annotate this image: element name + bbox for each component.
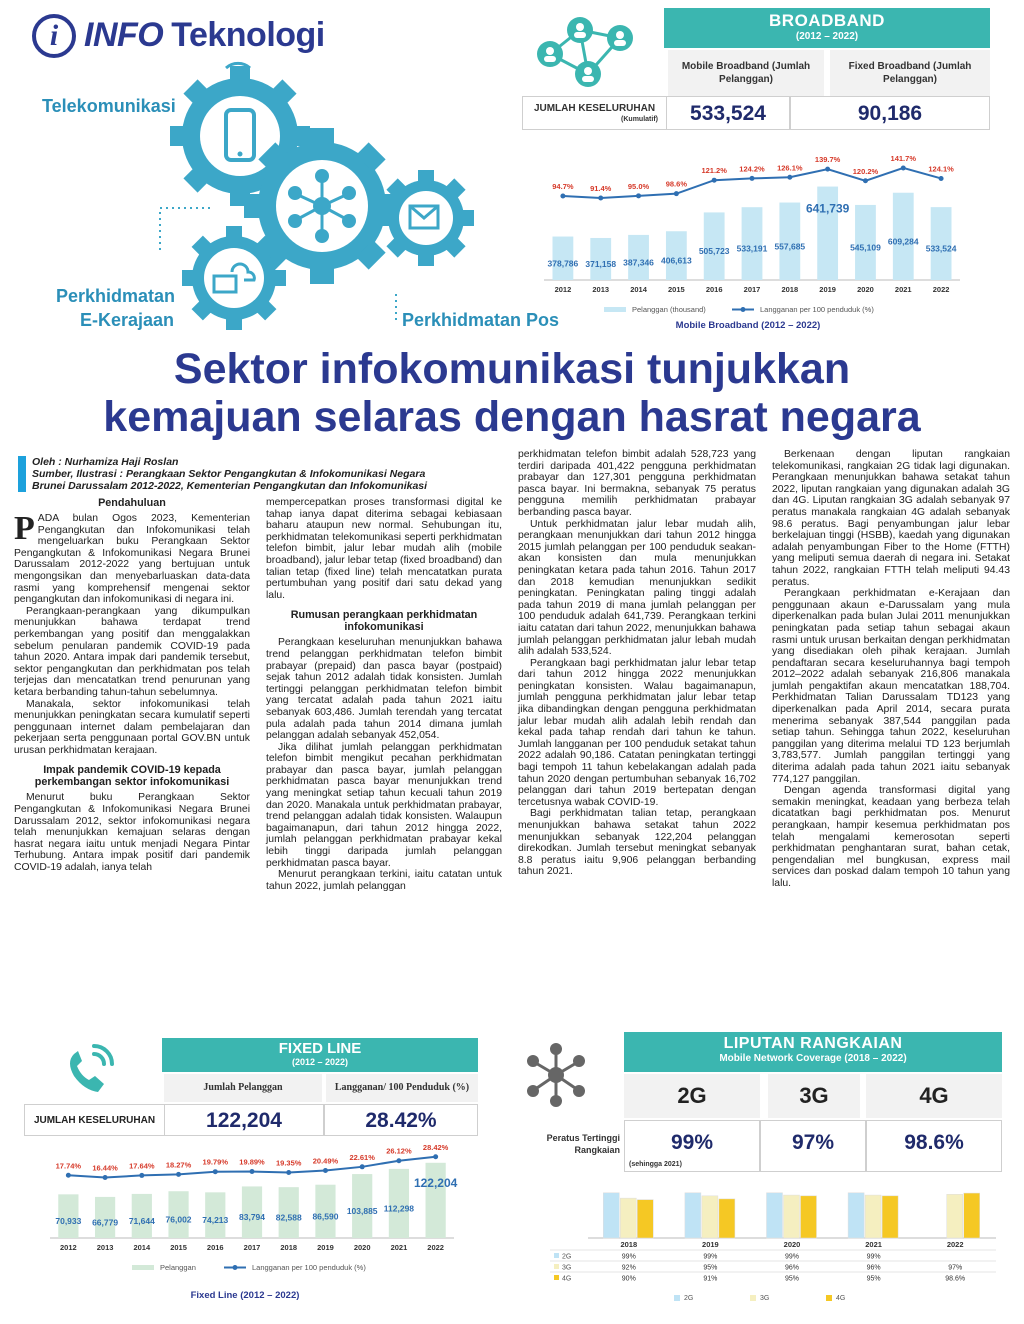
line-data-label: 22.61% — [349, 1152, 375, 1162]
bar — [964, 1193, 980, 1238]
table-cell: 92% — [621, 1264, 636, 1272]
byline: Oleh : Nurhamiza Haji Roslan Sumber, Ilustrasi : Perangkaan Sektor Pengangkutan & Infokomunikasi Negara Brunei Darussalam 2012-2022, Kementerian Pengangkutan dan Infokomunikasi — [32, 456, 428, 492]
legend-label-line: Langganan per 100 penduduk (%) — [252, 1263, 366, 1272]
bar-data-label: 122,204 — [413, 1175, 458, 1190]
line-point — [636, 193, 641, 198]
x-tick-label: 2020 — [783, 1240, 801, 1249]
table-cell: 99% — [866, 1253, 881, 1261]
paragraph: Dengan agenda transformasi digital yang semakin meningkat, keadaan yang berbeza telah dicatatkan bagi perkhidmatan pos. Menurut perangkaan, hampir kesemua perkhidmatan pos telah mengalami kemerosotan seperti perkhidmatan penghantaran surat, bahan cetak, pengendalian mel bungkusan, express mail services dan poskad dalam tempoh 10 tahun yang lalu. — [772, 785, 1010, 889]
table-series-label: 2G — [562, 1253, 572, 1261]
line-data-label: 19.79% — [202, 1157, 228, 1167]
bar-data-label: 83,794 — [239, 1212, 265, 1223]
x-tick-label: 2015 — [170, 1243, 187, 1252]
x-tick-label: 2014 — [133, 1243, 151, 1252]
x-tick-label: 2019 — [317, 1243, 334, 1252]
fixed-line-col-rate: Langganan/ 100 Penduduk (%) — [326, 1074, 478, 1102]
bar-data-label: 505,723 — [698, 246, 730, 257]
table-cell: 95% — [866, 1275, 881, 1283]
brand-logo-icon: i — [32, 14, 76, 58]
section-heading-intro: Pendahuluan — [98, 497, 166, 509]
paragraph: Perangkaan keseluruhan menunjukkan bahawa trend pelanggan perkhidmatan telefon bimbit prabayar (prepaid) dan pasca bayar (postpaid) sejak tahun 2012 adalah tidak konsisten. Jumlah tertinggi pelanggan perkhidmatan telefon bimbit yang tercatat adalah pada tahun 2021 iaitu sebanyak 603,486. Jumlah terendah yang tercatat pula adalah pada tahun 2014 dimana jumlah pelanggan adalah sebanyak 452,054. — [266, 637, 502, 742]
line-data-label: 124.1% — [928, 164, 954, 174]
bar-data-label: 86,590 — [312, 1211, 339, 1222]
table-cell: 95% — [703, 1264, 718, 1272]
bar-data-label: 74,213 — [202, 1215, 229, 1226]
x-tick-label: 2014 — [630, 285, 647, 294]
line-point — [250, 1169, 255, 1174]
section-heading-impact: Impak pandemik COVID-19 kepada perkembangan sektor infokomunikasi — [34, 764, 230, 789]
table-cell: 97% — [948, 1264, 963, 1272]
coverage-value-3g: 97% — [760, 1120, 866, 1172]
line-data-label: 17.74% — [55, 1161, 82, 1171]
mobile-broadband-chart — [540, 150, 980, 330]
coverage-row-label: Peratus Tertinggi Rangkaian — [546, 1133, 620, 1155]
paragraph: Perangkaan-perangkaan yang dikumpulkan menunjukkan bahawa terdapat trend perkembangan yang positif dan menggalakkan sebelum penularan pandemik COVID-19 pada tahun 2020. Antara impak dari pandemik tersebut, sektor pengangkutan dan perkhidmatan pos telah terjejas dan mencatatkan trend penurunan yang ketara berbanding tahun-tahun sebelumnya. — [14, 605, 250, 698]
line-data-label: 26.12% — [386, 1146, 412, 1156]
legend-label-bars: Pelanggan — [160, 1263, 196, 1272]
broadband-col-fixed: Fixed Broadband (Jumlah Pelanggan) — [830, 50, 990, 96]
bar-data-label: 103,885 — [346, 1206, 378, 1217]
label-egov-1: Perkhidmatan — [56, 286, 176, 306]
bar-data-label: 387,346 — [623, 257, 654, 268]
bar-data-label: 71,644 — [128, 1215, 155, 1226]
line-point — [213, 1169, 218, 1174]
legend-swatch-bars — [604, 307, 626, 312]
line-point — [901, 165, 906, 170]
x-tick-label: 2022 — [427, 1243, 444, 1252]
fixed-line-rate: 28.42% — [324, 1104, 478, 1136]
line-point — [103, 1175, 108, 1180]
byline-accent — [18, 456, 26, 492]
bar — [620, 1198, 636, 1238]
line-data-label: 19.89% — [239, 1157, 265, 1167]
line-data-label: 19.35% — [276, 1158, 302, 1168]
paragraph: ADA bulan Ogos 2023, Kementerian Pengangkutan dan Infokomunikasi telah mengeluarkan buku Perangkaan Sektor Pengangkutan & Infokomunikasi Negara Brunei Darussalam 2012-2022 yang bertujuan untuk mengongsikan dan menyebarluaskan data-data rasmi yang komprehensif mengenai sektor pengangkutan dan infokomunikasi di negara ini. — [14, 513, 250, 606]
bar-data-label: 70,933 — [55, 1216, 82, 1227]
line-point — [66, 1173, 71, 1178]
bar — [685, 1193, 701, 1238]
x-tick-label: 2015 — [668, 285, 685, 294]
table-cell: 98.6% — [945, 1275, 966, 1283]
bar-data-label: 76,002 — [165, 1214, 192, 1225]
table-series-label: 4G — [562, 1275, 572, 1283]
paragraph: Perangkaan perkhidmatan e-Kerajaan dan penggunaan akaun e-Darussalam yang mula diperkenalkan pada bulan Julai 2011 menunjukkan peningkatan pada setiap tahun sebagai akaun rasmi untuk urusan berkaitan dengan perkhidmatan yang disediakan oleh pihak kerajaan. Jumlah pendaftaran secara keseluruhannya bagi tempoh 2012–2022 adalah sebanyak 216,806 manakala jumlah pengaktifan akaun mencatatkan 188,704. Perkhidmatan Talian Darussalam TD123 yang diperkenalkan pada April 2014, secara purata menerima sebanyak 387,544 panggilan pada setiap tahun. Sehingga tahun 2022, keseluruhan panggilan yang diterima melalui TD 123 berjumlah 3,783,577. Jumlah panggilan tertinggi yang diterima adalah pada tahun 2021 iaitu sebanyak 774,127 panggilan. — [772, 588, 1010, 785]
legend-swatch — [750, 1295, 756, 1301]
x-tick-label: 2012 — [60, 1243, 77, 1252]
line-point — [286, 1170, 291, 1175]
bar — [865, 1195, 881, 1238]
line-data-label: 98.6% — [665, 179, 688, 189]
line-data-label: 126.1% — [777, 163, 803, 173]
x-tick-label: 2022 — [946, 1240, 964, 1249]
bar — [848, 1193, 864, 1238]
line-data-label: 121.2% — [701, 166, 727, 176]
bar-data-label: 406,613 — [660, 255, 692, 266]
broadband-fixed-total: 90,186 — [790, 96, 990, 130]
table-cell: 99% — [703, 1253, 718, 1261]
line-data-label: 20.49% — [312, 1156, 339, 1166]
bar — [426, 1163, 446, 1238]
mail-gear-icon — [378, 170, 474, 266]
x-tick-label: 2021 — [894, 285, 912, 294]
line-data-label: 139.7% — [814, 155, 841, 165]
bar-data-label: 609,284 — [887, 236, 919, 247]
table-cell: 90% — [621, 1275, 636, 1283]
line-data-label: 28.42% — [422, 1142, 449, 1152]
line-data-label: 94.7% — [552, 182, 574, 192]
line-data-label: 17.64% — [129, 1161, 155, 1171]
coverage-value-4g: 98.6% — [866, 1120, 1002, 1172]
bar-data-label: 533,524 — [925, 243, 957, 254]
article-column-1 — [14, 497, 250, 874]
line-point — [750, 176, 755, 181]
bar — [702, 1196, 718, 1238]
x-tick-label: 2021 — [865, 1240, 882, 1249]
paragraph: Manakala, sektor infokomunikasi telah menunjukkan peningkatan secara kumulatif seperti penggunaan internet dalam pembelajaran dan pekerjaan serta penggunaan portal GOV.BN untuk urusan perkhidmatan kerajaan. — [14, 698, 250, 756]
legend-label-line: Langganan per 100 penduduk (%) — [760, 305, 874, 314]
x-tick-label: 2022 — [932, 285, 950, 294]
section-heading-formula: Rumusan perangkaan perkhidmatan infokomunikasi — [290, 609, 478, 634]
line-data-label: 16.44% — [92, 1163, 118, 1173]
fixed-line-total: 122,204 — [164, 1104, 324, 1136]
line-point — [674, 191, 679, 196]
bar-data-label: 545,109 — [850, 242, 881, 253]
table-swatch — [554, 1253, 559, 1258]
bar-data-label: 66,779 — [92, 1217, 119, 1228]
network-people-icon — [530, 10, 650, 90]
fixed-line-row-label: JUMLAH KESELURUHAN — [24, 1104, 164, 1136]
telecom-gears-illustration — [150, 58, 490, 340]
chart-title: Fixed Line (2012 – 2022) — [190, 1290, 300, 1301]
paragraph: perkhidmatan telefon bimbit adalah 528,723 yang terdiri daripada 401,422 pengguna perkhidmatan prabayar dan 127,301 pengguna perkhidmatan pasca bayar. Ini bermakna, sebanyak 75 peratus pengguna memilih perkhidmatan prabayar berbanding pasca bayar. — [518, 449, 756, 518]
paragraph: Berkenaan dengan liputan rangkaian telekomunikasi, rangkaian 2G tidak lagi digunakan. Perangkaan menunjukkan bahawa setakat tahun 2022, liputan rangkaian yang digunakan adalah 3G dan 4G. Liputan rangkaian 3G adalah sebanyak 97 peratus manakala rangkaian 4G adalah sebanyak 98.6 peratus. Bagi penyambungan jalur lebar berkelajuan tinggi (HSBB), kaedah yang digunakan adalah penyambungan Fiber to the Home (FTTH) yang meliputi semua daerah di negara ini. Setakat tahun 2022, rangkaian FTTH telah meliputi 94.43 peratus. — [772, 449, 1010, 588]
bar-data-label: 378,786 — [547, 258, 579, 269]
line-point — [939, 176, 944, 181]
article-column-2 — [266, 497, 502, 892]
line-point — [825, 167, 830, 172]
table-cell: 99% — [784, 1253, 800, 1261]
table-series-label: 3G — [562, 1264, 572, 1272]
x-tick-label: 2019 — [702, 1240, 719, 1249]
broadband-header: BROADBAND (2012 – 2022) — [664, 8, 990, 48]
legend-point-line — [741, 307, 746, 312]
x-tick-label: 2017 — [743, 285, 761, 294]
table-cell: 96% — [784, 1264, 800, 1272]
legend-label-bars: Pelanggan (thousand) — [632, 305, 706, 314]
broadband-col-mobile: Mobile Broadband (Jumlah Pelanggan) — [668, 50, 824, 96]
line-point — [560, 194, 565, 199]
bar-data-label: 641,739 — [805, 201, 850, 216]
line-point — [712, 178, 717, 183]
line-point — [863, 178, 868, 183]
fixed-line-chart — [40, 1142, 480, 1318]
table-cell: 96% — [866, 1264, 881, 1272]
line-point — [139, 1173, 144, 1178]
brand-title: INFO Teknologi — [84, 16, 325, 54]
bar — [637, 1200, 653, 1238]
headline-line-1: Sektor infokomunikasi tunjukkan — [173, 345, 851, 393]
bar — [882, 1196, 898, 1238]
coverage-value-2g: 99% (sehingga 2021) — [624, 1120, 760, 1172]
legend-point-line — [233, 1265, 238, 1270]
line-data-label: 141.7% — [890, 153, 916, 163]
bar-data-label: 557,685 — [774, 241, 806, 252]
legend-swatch-bars — [132, 1265, 154, 1270]
table-cell: 95% — [784, 1275, 800, 1283]
x-tick-label: 2016 — [206, 1243, 224, 1252]
label-telecom: Telekomunikasi — [42, 96, 176, 116]
paragraph: Perangkaan bagi perkhidmatan jalur lebar tetap dari tahun 2012 hingga 2022 menunjukkan peningkatan konsisten. Walau bagaimanapun, jumlah pengguna perkhidmatan jalur lebar tetap jika dibandingkan dengan pengguna perkhidmatan jalur lebar mudah alih adalah lebih rendah dan kekal pada tahap rendah dari tahun ke tahun. Jumlah langganan per 100 penduduk setakat tahun 2022 adalah 90,186. Catatan peningkatan tertinggi bagi tempoh 11 tahun kebelakangan adalah pada tahun 2020 dengan pertumbuhan sebanyak 16,702 pelanggan dari tahun 2019 bertepatan dengan tercetusnya wabak COVID-19. — [518, 657, 756, 808]
x-tick-label: 2018 — [620, 1240, 638, 1249]
bar-data-label: 533,191 — [736, 243, 768, 254]
coverage-col-4g: 4G — [866, 1074, 1002, 1118]
paragraph: Bagi perkhidmatan talian tetap, perangkaan menunjukkan bahawa setakat tahun 2022 menunjukkan sebanyak 122,204 pelanggan direkodkan. Jumlah tersebut meningkat sebanyak 8.8 peratus iaitu 9,906 pelanggan berbanding tahun 2021. — [518, 808, 756, 878]
phone-ring-icon — [58, 1040, 118, 1100]
x-tick-label: 2020 — [857, 285, 874, 294]
legend-label: 3G — [760, 1295, 770, 1302]
bar-data-label: 112,298 — [383, 1203, 415, 1214]
line-data-label: 120.2% — [852, 166, 879, 176]
x-tick-label: 2013 — [96, 1243, 114, 1252]
dropcap: P — [14, 510, 35, 547]
paragraph: Menurut buku Perangkaan Sektor Pengangkutan & Infokomunikasi Negara Brunei Darussalam 2012, sektor infokomunikasi negara telah menunjukkan kemajuan selaras dengan hasrat negara iaitu untuk menjadi Negara Pintar Terhubung. Antara impak positif dari pandemik COVID-19 adalah, ianya telah — [14, 792, 250, 874]
line-point — [598, 195, 603, 200]
table-swatch — [554, 1264, 559, 1269]
article-column-3 — [518, 449, 756, 878]
line-point — [433, 1154, 438, 1159]
line-point — [176, 1172, 181, 1177]
x-tick-label: 2016 — [705, 285, 723, 294]
line-data-label: 95.0% — [627, 181, 650, 191]
line-point — [787, 175, 792, 180]
legend-swatch — [674, 1295, 680, 1301]
x-tick-label: 2020 — [353, 1243, 371, 1252]
x-tick-label: 2018 — [781, 285, 799, 294]
table-cell: 91% — [703, 1275, 718, 1283]
bar — [784, 1195, 800, 1238]
table-swatch — [554, 1275, 559, 1280]
line-point — [323, 1168, 328, 1173]
broadband-row-label: JUMLAH KESELURUHAN (Kumulatif) — [522, 96, 666, 130]
line-data-label: 91.4% — [590, 183, 612, 193]
bar-data-label: 371,158 — [585, 258, 617, 269]
coverage-col-3g: 3G — [768, 1074, 860, 1118]
line-data-label: 124.2% — [739, 164, 765, 174]
headline-line-2: kemajuan selaras dengan hasrat negara — [103, 393, 921, 441]
fixed-line-header: FIXED LINE (2012 – 2022) — [162, 1038, 478, 1072]
chart-title: Mobile Broadband (2012 – 2022) — [675, 320, 821, 331]
coverage-chart — [548, 1182, 1004, 1318]
network-nodes-icon — [516, 1040, 596, 1110]
x-tick-label: 2017 — [243, 1243, 261, 1252]
bar — [801, 1196, 817, 1238]
legend-swatch — [826, 1295, 832, 1301]
line-point — [396, 1158, 401, 1163]
coverage-col-2g: 2G — [624, 1074, 760, 1118]
broadband-mobile-total: 533,524 — [666, 96, 790, 130]
label-post: Perkhidmatan Pos — [402, 310, 560, 330]
x-tick-label: 2019 — [819, 285, 836, 294]
article-column-4 — [772, 449, 1010, 890]
legend-label: 4G — [836, 1295, 846, 1302]
paragraph: Menurut perangkaan terkini, iaitu catatan untuk tahun 2022, jumlah pelanggan — [266, 869, 502, 892]
line-data-label: 18.27% — [165, 1160, 192, 1170]
label-egov-2: E-Kerajaan — [80, 310, 175, 330]
x-tick-label: 2021 — [390, 1243, 408, 1252]
paragraph: mempercepatkan proses transformasi digital ke tahap ianya dapat diterima sebagai kebiasaan baharu ataupun new normal. Sehubungan itu, perkhidmatan telekomunikasi seperti perkhidmatan telefon bimbit, jalur lebar mudah alih (mobile broadband), jalur lebar tetap (fixed broadband) dan talian tetap (fixed line) telah mencatatkan purata pertumbuhan yang positif dari satu dekad yang lalu. — [266, 497, 502, 601]
legend-label: 2G — [684, 1295, 694, 1302]
bar — [603, 1193, 619, 1238]
table-cell: 99% — [621, 1253, 636, 1261]
paragraph: Untuk perkhidmatan jalur lebar mudah alih, perangkaan menunjukkan dari tahun 2012 hingga 2015 jumlah pelanggan per 100 penduduk seakan-akan konsisten dan mula menunjukkan peningkatan ketara pada tahun 2016. Tahun 2017 dan 2018 kemudian menunjukkan sedikit peningkatan. Peningkatan paling tinggi adalah pada tahun 2019 di mana jumlah pelanggan per 100 penduduk adalah 641,739. Perangkaan terkini iaitu catatan dari tahun 2022, menunjukkan bahawa jumlah pelanggan perkhidmatan jalur lebah mudah alih adalah 533,524. — [518, 518, 757, 658]
bar-data-label: 82,588 — [275, 1212, 302, 1223]
bar — [719, 1199, 735, 1238]
line-point — [360, 1164, 365, 1169]
bar — [767, 1193, 783, 1238]
bar — [947, 1194, 963, 1238]
x-tick-label: 2018 — [280, 1243, 298, 1252]
x-tick-label: 2013 — [592, 285, 610, 294]
paragraph: Jika dilihat jumlah pelanggan perkhidmatan telefon bimbit mengikut pecahan perkhidmatan prabayar dan pasca bayar, jumlah pelanggan perkhidmatan pasca bayar menunjukkan trend yang meningkat setiap tahun kecuali tahun 2019 dan 2020. Manakala untuk perkhidmatan prabayar, trend pelanggan adalah tidak konsisten. Walaupun bagaimanapun, dari tahun 2012 hingga 2022, jumlah pelanggan perkhidmatan prabayar kekal lebih tinggi daripada jumlah pelanggan perkhidmatan pasca bayar. — [266, 741, 502, 869]
coverage-header: LIPUTAN RANGKAIAN Mobile Network Coverage (2018 – 2022) — [624, 1032, 1002, 1072]
cloud-gear-icon — [182, 226, 286, 330]
fixed-line-col-subs: Jumlah Pelanggan — [164, 1074, 322, 1102]
x-tick-label: 2012 — [554, 285, 572, 294]
